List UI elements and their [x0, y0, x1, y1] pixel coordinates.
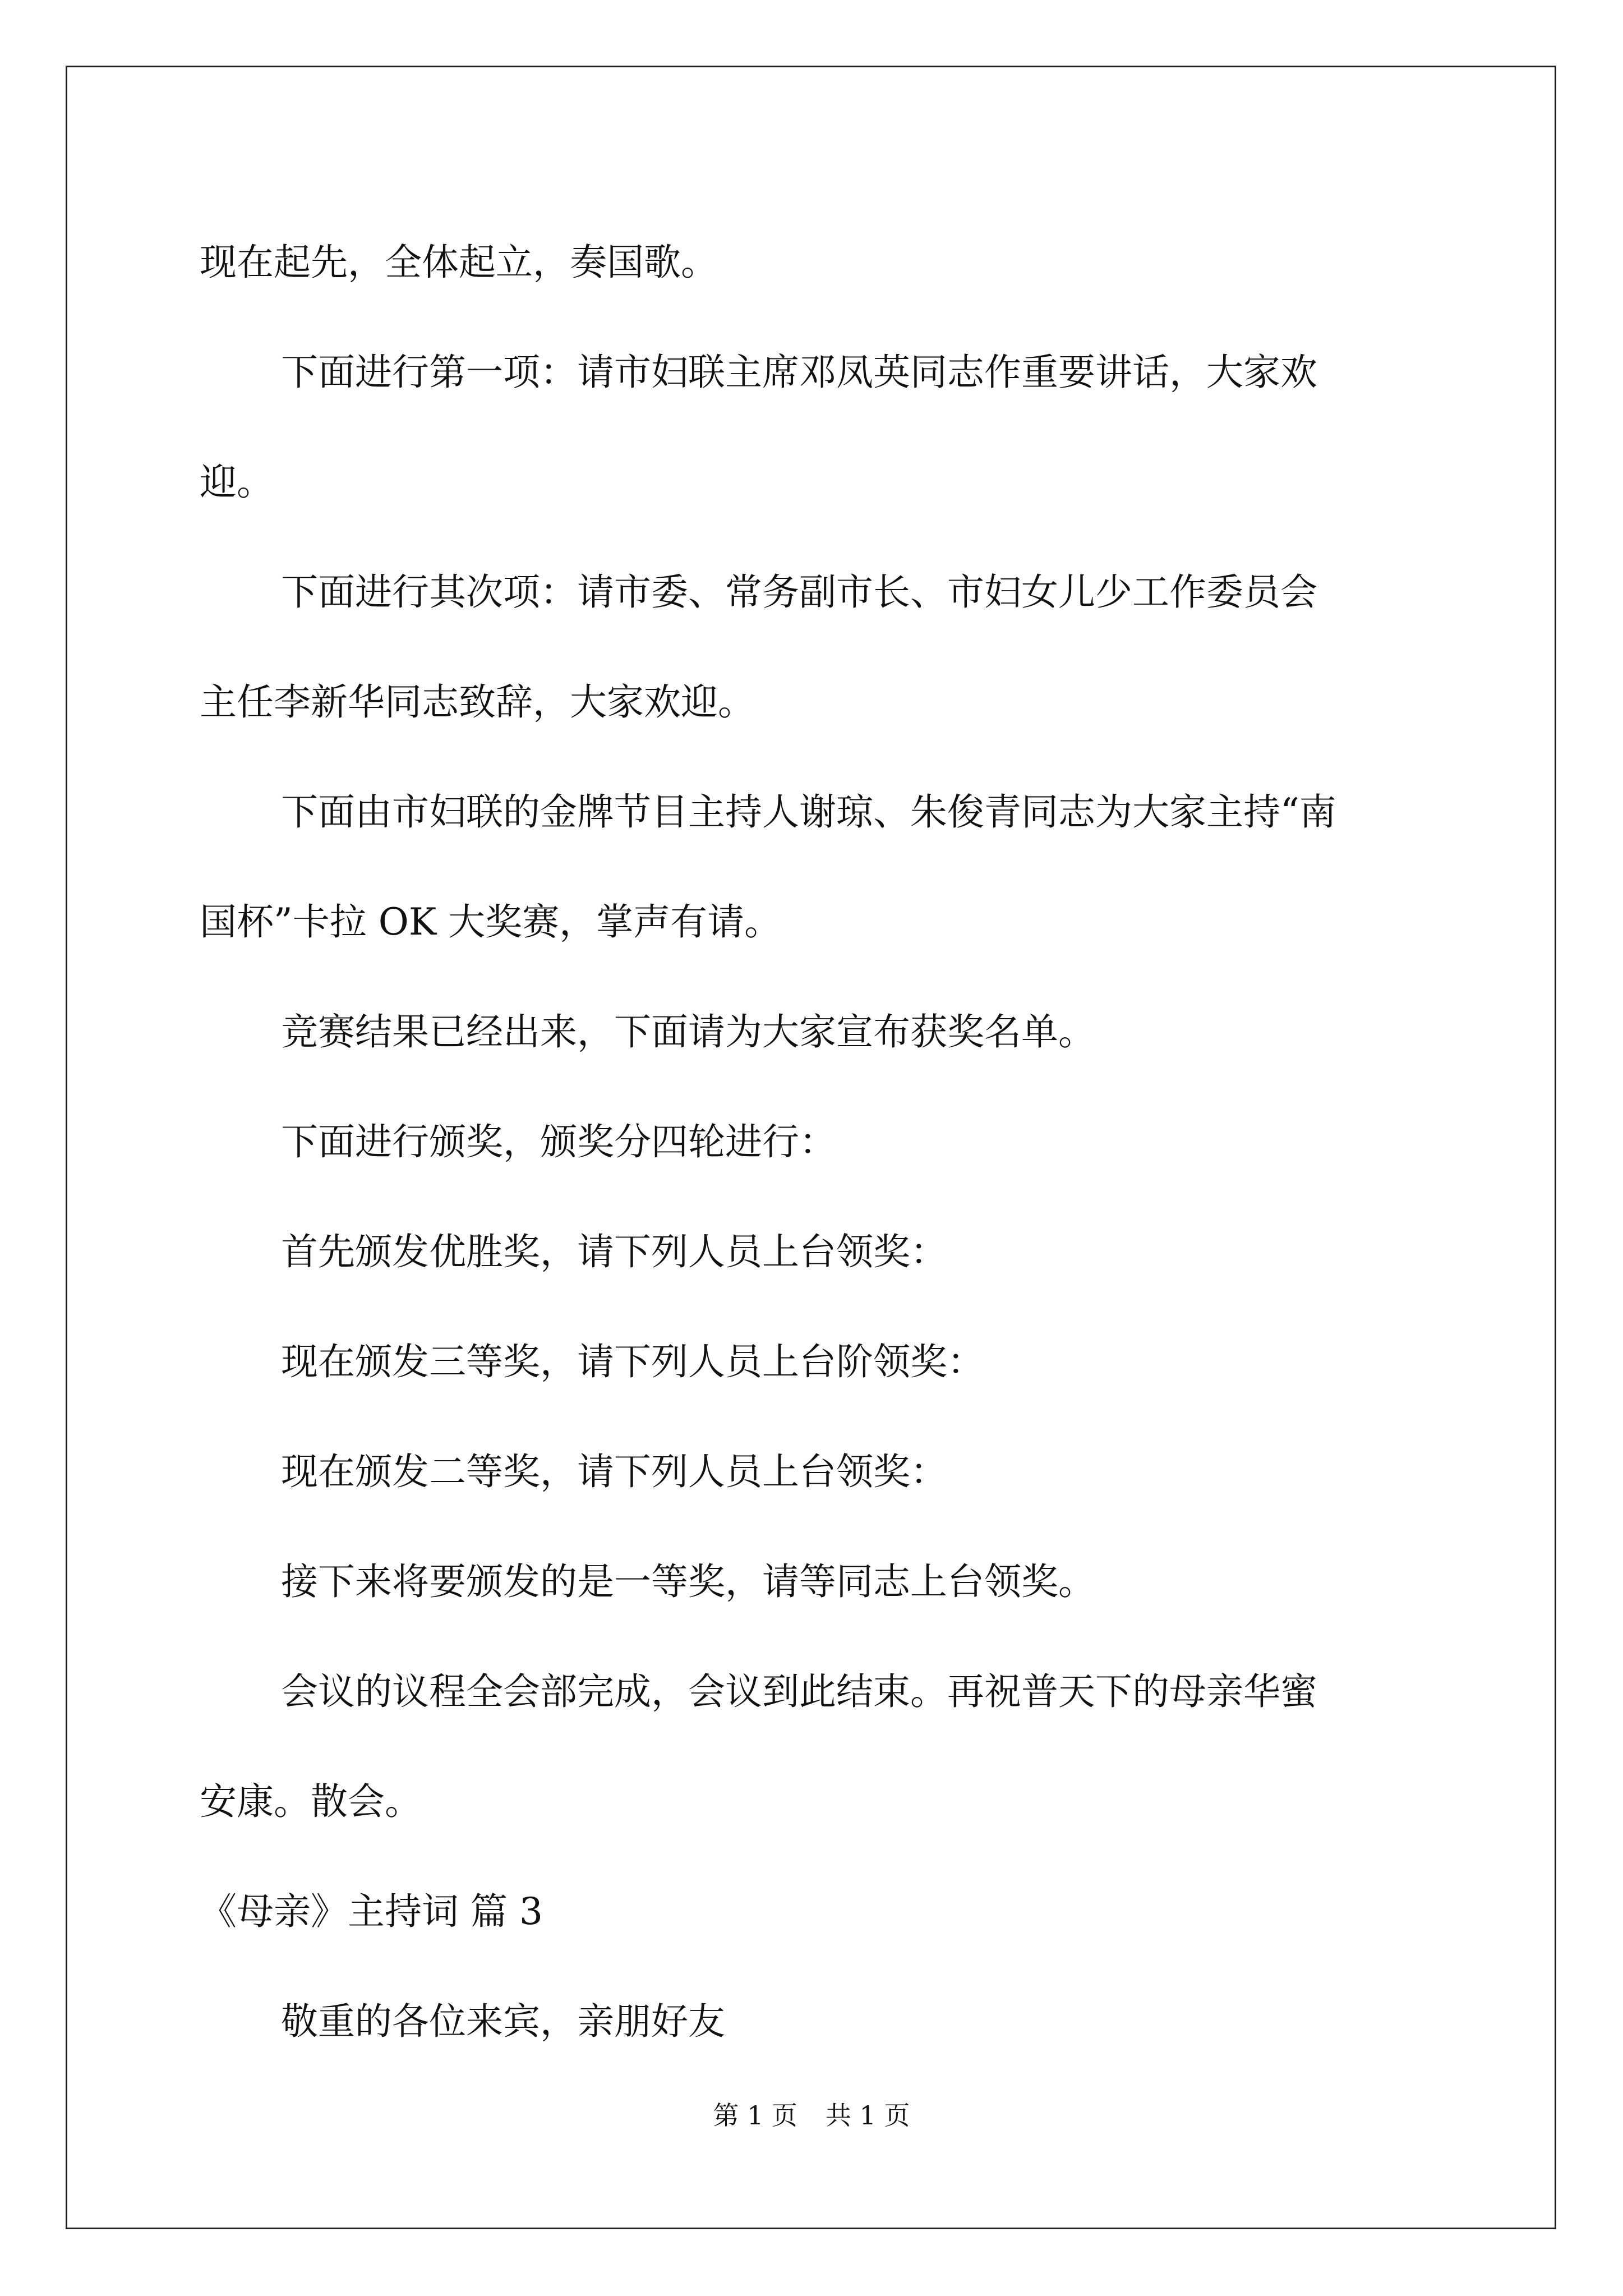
paragraph-line: 下面进行颁奖，颁奖分四轮进行： — [281, 1120, 836, 1163]
document-body — [200, 208, 1433, 2077]
paragraph-line: 主任李新华同志致辞，大家欢迎。 — [200, 680, 755, 724]
page-footer — [0, 2095, 1623, 2132]
paragraph-line: 迎。 — [200, 461, 274, 504]
paragraph-line: 安康。散会。 — [200, 1780, 422, 1823]
paragraph-line: 竞赛结果已经出来，下面请为大家宣布获奖名单。 — [281, 1010, 1095, 1053]
paragraph-line: 下面进行其次项：请市委、常务副市长、市妇女儿少工作委员会 — [281, 570, 1317, 614]
paragraph-line: 首先颁发优胜奖，请下列人员上台领奖： — [281, 1230, 947, 1273]
paragraph-line: 国杯”卡拉 OK 大奖赛，掌声有请。 — [200, 900, 782, 944]
page-number: 第 1 页 — [713, 2100, 797, 2131]
paragraph-line: 敬重的各位来宾，亲朋好友 — [281, 2000, 725, 2043]
paragraph-line: 会议的议程全会部完成，会议到此结束。再祝普天下的母亲华蜜 — [281, 1670, 1317, 1713]
paragraph-line: 现在颁发三等奖，请下列人员上台阶领奖： — [281, 1340, 984, 1383]
paragraph-line: 下面进行第一项：请市妇联主席邓凤英同志作重要讲话，大家欢 — [281, 351, 1317, 394]
paragraph-line: 下面由市妇联的金牌节目主持人谢琼、朱俊青同志为大家主持“南 — [281, 790, 1336, 834]
section-heading: 《母亲》主持词 篇 3 — [200, 1890, 543, 1933]
paragraph-line: 现在起先，全体起立，奏国歌。 — [200, 241, 718, 284]
page-total: 共 1 页 — [826, 2100, 910, 2131]
paragraph-line: 接下来将要颁发的是一等奖，请等同志上台领奖。 — [281, 1560, 1095, 1603]
paragraph-line: 现在颁发二等奖，请下列人员上台领奖： — [281, 1450, 947, 1493]
